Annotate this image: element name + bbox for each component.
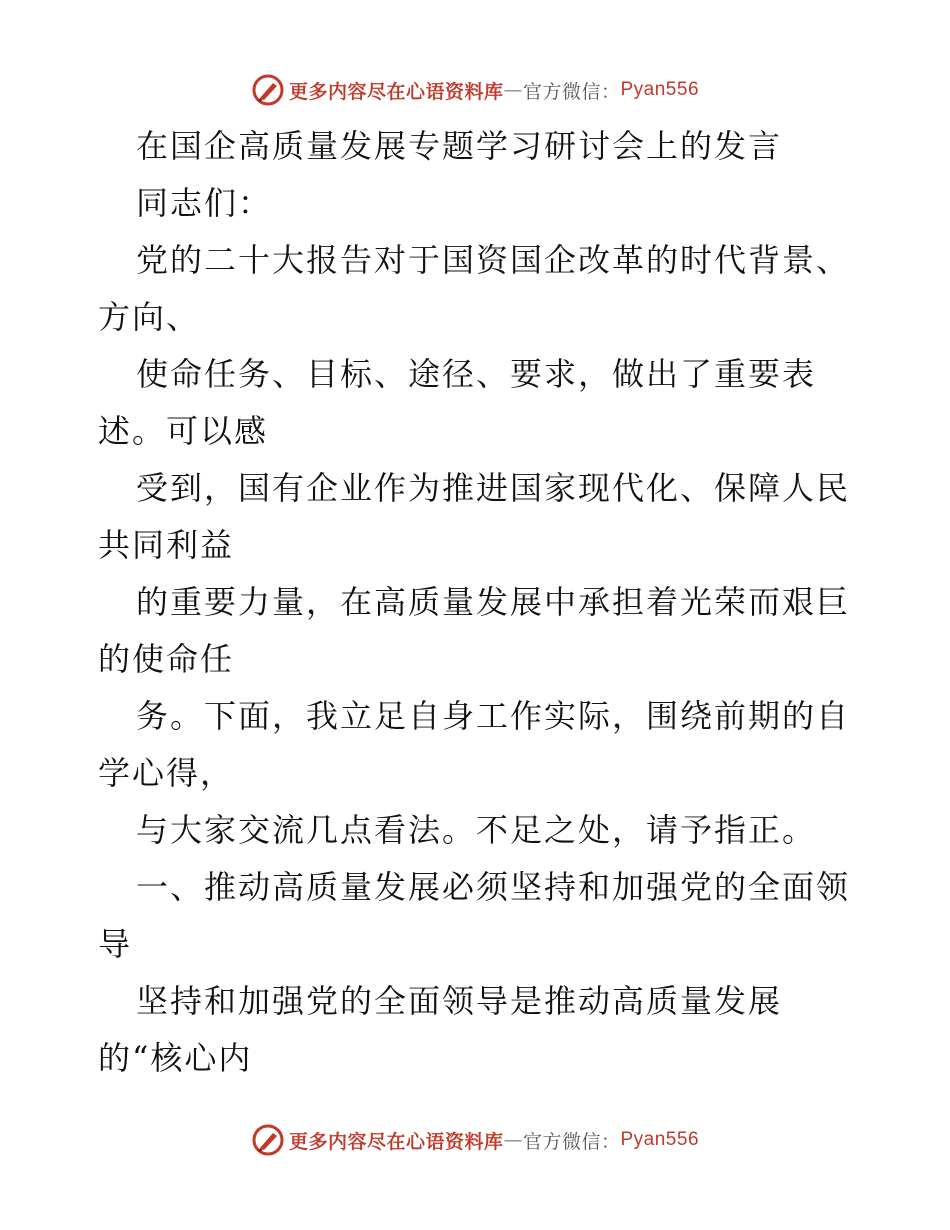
- watermark-wechat-id: Pyan556: [620, 79, 700, 100]
- salutation: 同志们：: [136, 184, 273, 222]
- watermark-dash: —: [503, 1129, 523, 1151]
- watermark-wechat-label: 官方微信：: [522, 1130, 621, 1153]
- paragraph-line: 坚持和加强党的全面领导是推动高质量发展: [136, 982, 783, 1020]
- watermark-dash: —: [503, 79, 523, 101]
- paragraph-line: 使命任务、目标、途径、要求，做出了重要表: [136, 355, 817, 393]
- paragraph-line: 务。下面，我立足自身工作实际，围绕前期的自: [136, 697, 851, 735]
- document-title: 在国企高质量发展专题学习研讨会上的发言: [136, 127, 783, 165]
- paragraph-line: 的“核心内: [98, 1039, 253, 1077]
- pen-logo-icon: [251, 73, 285, 107]
- watermark-site-text: 更多内容尽在心语资料库: [288, 1130, 504, 1153]
- paragraph-line: 的使命任: [98, 640, 235, 678]
- paragraph-line: 学心得，: [98, 754, 235, 792]
- watermark-wechat-id: Pyan556: [620, 1129, 700, 1150]
- paragraph-line: 述。可以感: [98, 412, 269, 450]
- document-body: [98, 118, 858, 1087]
- pen-logo-icon: [251, 1123, 285, 1157]
- paragraph-line: 受到，国有企业作为推进国家现代化、保障人民: [136, 469, 851, 507]
- footer-watermark: [0, 1120, 950, 1160]
- paragraph-line: 共同利益: [98, 526, 235, 564]
- section-heading: 一、推动高质量发展必须坚持和加强党的全面领: [136, 868, 851, 906]
- paragraph-line: 的重要力量，在高质量发展中承担着光荣而艰巨: [136, 583, 851, 621]
- paragraph-line: 方向、: [98, 298, 201, 336]
- watermark-site-text: 更多内容尽在心语资料库: [288, 80, 504, 103]
- watermark-wechat-label: 官方微信：: [522, 80, 621, 103]
- paragraph-line: 与大家交流几点看法。不足之处，请予指正。: [136, 811, 817, 849]
- section-heading: 导: [98, 925, 133, 963]
- header-watermark: [0, 70, 950, 110]
- paragraph-line: 党的二十大报告对于国资国企改革的时代背景、: [136, 241, 851, 279]
